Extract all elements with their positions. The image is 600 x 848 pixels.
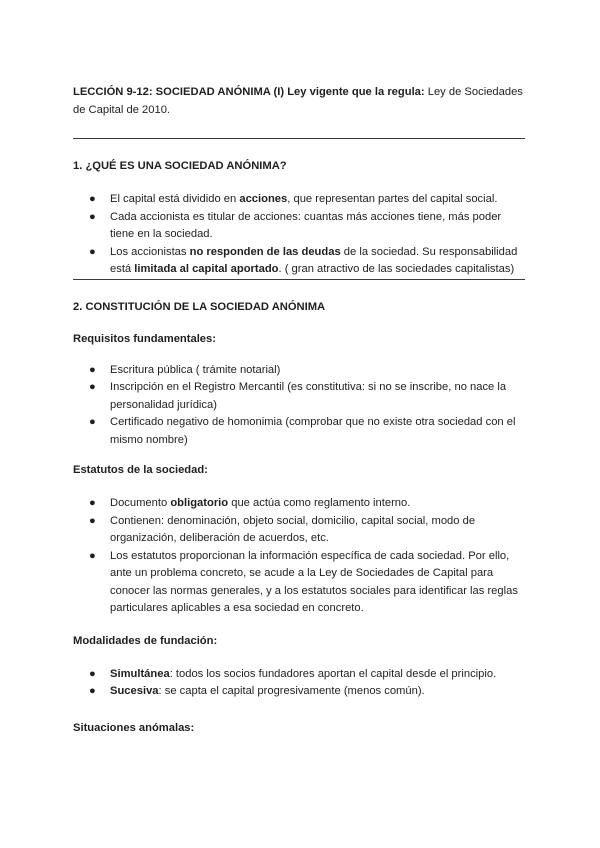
bullet: ● [89, 685, 96, 697]
bullet: ● [89, 514, 96, 527]
divider [73, 279, 525, 280]
divider [73, 138, 525, 139]
list-item: ● Certificado negativo de homonimia (comprobar que no existe otra sociedad con el mismo nombre) [89, 416, 516, 446]
subsection-title-situaciones: Situaciones anómalas: [73, 721, 195, 734]
list-item: ● Sucesiva: se capta el capital progresivamente (menos común). [73, 683, 528, 701]
bullet: ● [89, 667, 96, 680]
subsection-title-modalidades: Modalidades de fundación: [73, 634, 218, 647]
bullet: ● [89, 210, 96, 223]
bullet: ● [89, 416, 96, 428]
list-item: ● Contienen: denominación, objeto social, domicilio, capital social, modo de organización, deliberación de acuerdos, etc. [89, 514, 476, 544]
section-heading-2: 2. CONSTITUCIÓN DE LA SOCIEDAD ANÓNIMA [73, 300, 326, 313]
bullet: ● [89, 381, 96, 393]
list-item: ● Los estatutos proporcionan la información específica de cada sociedad. Por ello, ante un problema concreto, se acude a la Ley de Sociedades de Capital para conocer las normas generales, y a los estatutos sociales para identificar las reglas particulares aplicables a esa sociedad en concreto. [89, 549, 518, 614]
bullet: ● [89, 363, 96, 376]
section-heading-1: 1. ¿QUÉ ES UNA SOCIEDAD ANÓNIMA? [73, 160, 287, 172]
bullet: ● [89, 497, 96, 509]
list-item: ● Inscripción en el Registro Mercantil (es constitutiva: si no se inscribe, no nace la personalidad jurídica) [89, 381, 507, 411]
bullet: ● [89, 193, 96, 205]
modalidades-list [73, 666, 528, 701]
subsection-title-estatutos: Estatutos de la sociedad: [73, 464, 208, 476]
list-item: ● Documento obligatorio que actúa como reglamento interno. [73, 495, 528, 513]
estatutos-list [73, 495, 528, 618]
document-content [73, 80, 528, 737]
bullet: ● [89, 245, 96, 258]
subsection-title-requisitos: Requisitos fundamentales: [73, 332, 216, 345]
lesson-title-bold: LECCIÓN 9-12: SOCIEDAD ANÓNIMA (I) Ley vigente que la regula: [73, 86, 425, 98]
list-item: ● Cada accionista es titular de acciones: cuantas más acciones tiene, más poder tiene en la sociedad. [89, 210, 502, 240]
list-item: ● El capital está dividido en acciones, que representan partes del capital social. [73, 191, 528, 209]
lesson-title [73, 83, 528, 119]
bullet: ● [89, 549, 96, 562]
section1-list [73, 191, 528, 279]
lesson-title-rest: Ley de Sociedades de Capital de 2010. [73, 86, 523, 116]
list-item: ● Los accionistas no responden de las deudas de la sociedad. Su responsabilidad está limitada al capital aportado. ( gran atractivo de las sociedades capitalistas) [89, 245, 518, 275]
requisitos-list [73, 362, 528, 450]
list-item: ● Simultánea: todos los socios fundadores aportan el capital desde el principio. [73, 666, 528, 684]
list-item: ● Escritura pública ( trámite notarial) [73, 362, 528, 380]
